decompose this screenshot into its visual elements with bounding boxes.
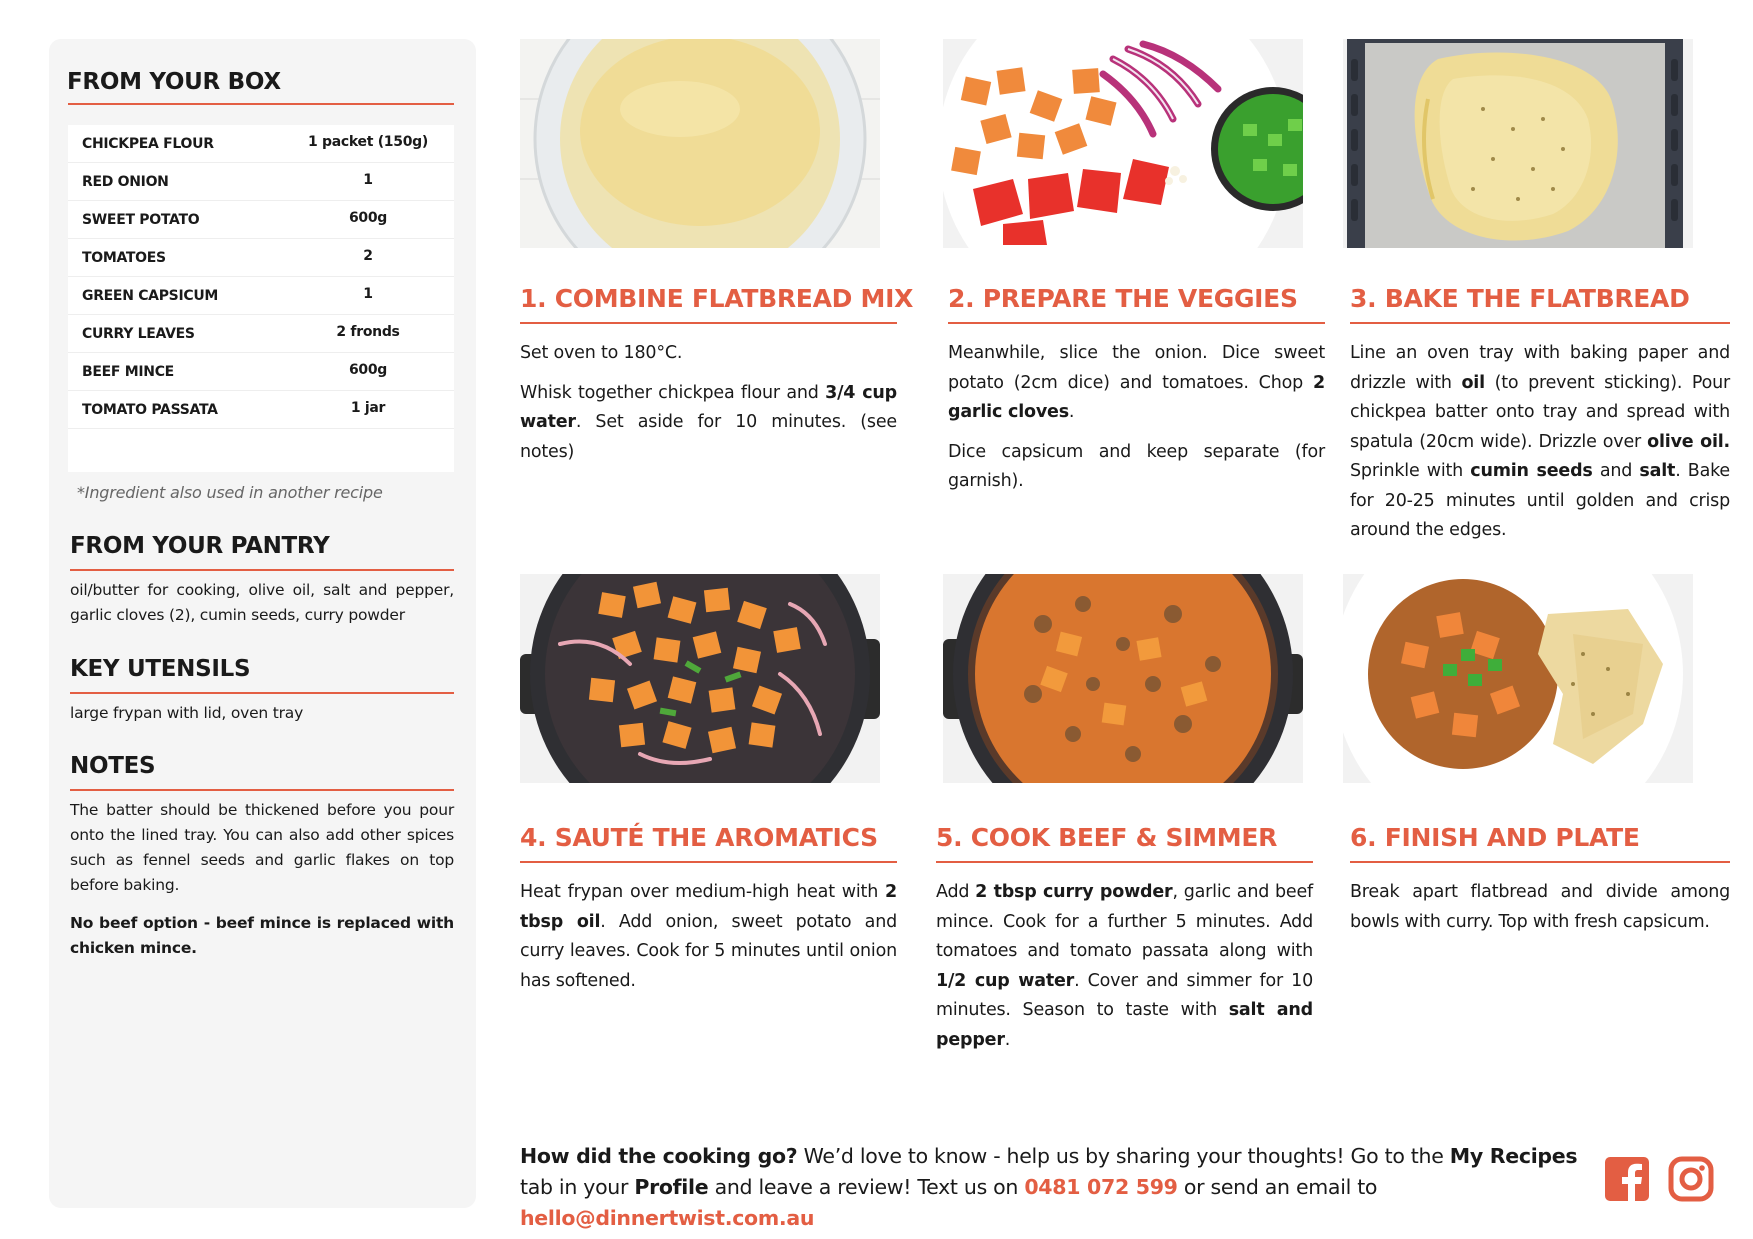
step-2-text bbox=[948, 339, 1325, 497]
step-1-photo bbox=[520, 39, 880, 248]
step-4-title: 4. SAUTÉ THE AROMATICS bbox=[520, 823, 878, 852]
step-4-para-1 bbox=[520, 878, 897, 996]
step-5-para-1 bbox=[936, 878, 1313, 1055]
step-1-para-2 bbox=[520, 379, 897, 468]
text-span: Sprinkle with bbox=[1350, 461, 1471, 481]
step-3-title: 3. BAKE THE FLATBREAD bbox=[1350, 284, 1690, 313]
step-2-rule bbox=[948, 322, 1325, 324]
ingredients-table bbox=[68, 125, 454, 472]
text-span: . Bake for 20-25 minutes until golden and crisp around the edges. bbox=[1350, 461, 1730, 540]
from-your-pantry-heading: FROM YOUR PANTRY bbox=[70, 533, 330, 559]
text-span: , garlic and beef mince. Cook for a further 5 minutes. Add tomatoes and tomato passata along with bbox=[936, 882, 1314, 961]
step-6-text bbox=[1350, 878, 1730, 937]
notes-heading: NOTES bbox=[70, 753, 156, 779]
ingredient-row bbox=[68, 201, 454, 239]
step-5-photo bbox=[943, 574, 1303, 783]
step-3-text bbox=[1350, 339, 1730, 546]
ingredient-name: SWEET POTATO bbox=[82, 212, 200, 228]
heading-rule bbox=[70, 569, 454, 571]
text-span: Line an oven tray with baking paper and drizzle with bbox=[1350, 343, 1730, 393]
text-span: . bbox=[1004, 1029, 1011, 1050]
from-your-box-heading: FROM YOUR BOX bbox=[67, 69, 281, 95]
ingredient-footnote: *Ingredient also used in another recipe bbox=[77, 483, 383, 502]
key-utensils-heading: KEY UTENSILS bbox=[70, 656, 251, 682]
utensils-text: large frypan with lid, oven tray bbox=[70, 704, 304, 722]
bold-span: 2 garlic cloves bbox=[948, 372, 1325, 422]
text-span: Whisk together chickpea flour and bbox=[520, 382, 826, 403]
step-3-photo bbox=[1343, 39, 1693, 248]
step-2-para-1 bbox=[948, 339, 1325, 428]
bold-span: 1/2 cup water bbox=[936, 970, 1075, 991]
heading-rule bbox=[70, 789, 454, 791]
step-2-title: 2. PREPARE THE VEGGIES bbox=[948, 284, 1298, 313]
pantry-text: oil/butter for cooking, olive oil, salt and pepper, garlic cloves (2), cumin seeds, curry powder bbox=[70, 581, 454, 624]
step-2-photo bbox=[943, 39, 1303, 248]
step-6-rule bbox=[1350, 861, 1730, 863]
bold-span: cumin seeds bbox=[1470, 461, 1593, 481]
ingredient-qty: 1 bbox=[363, 172, 373, 188]
bold-span: salt and pepper bbox=[936, 1000, 1313, 1050]
frypan-aromatics-image bbox=[520, 574, 880, 783]
footer-question: How did the cooking go? bbox=[520, 1144, 798, 1168]
text-span: . Cover and simmer for 10 minutes. Season to taste with bbox=[936, 970, 1313, 1020]
ingredient-row bbox=[68, 315, 454, 353]
ingredient-row bbox=[68, 125, 454, 163]
heading-rule bbox=[68, 103, 454, 105]
text-span: or send an email to bbox=[1177, 1175, 1378, 1199]
ingredient-row bbox=[68, 163, 454, 201]
step-4-text bbox=[520, 878, 897, 996]
text-span: Meanwhile, slice the onion. Dice sweet potato (2cm dice) and tomatoes. Chop bbox=[948, 343, 1325, 393]
text-span: . Add onion, sweet potato and curry leaves. Cook for 5 minutes until onion has softened. bbox=[520, 911, 897, 991]
ingredient-qty: 600g bbox=[348, 210, 388, 226]
step-6-photo bbox=[1343, 574, 1693, 783]
ingredient-name: BEEF MINCE bbox=[82, 364, 174, 380]
step-4-rule bbox=[520, 861, 897, 863]
notes-bold-text: No beef option - beef mince is replaced with chicken mince. bbox=[70, 914, 454, 957]
bold-span: 3/4 cup water bbox=[520, 382, 898, 432]
step-3-rule bbox=[1350, 322, 1730, 324]
bold-span: salt bbox=[1639, 461, 1676, 481]
ingredient-name: TOMATOES bbox=[82, 250, 166, 266]
chopped-veggies-image bbox=[943, 39, 1303, 248]
ingredient-qty: 1 packet (150g) bbox=[308, 134, 428, 150]
ingredient-qty: 600g bbox=[348, 362, 388, 378]
step-4-photo bbox=[520, 574, 880, 783]
step-5-rule bbox=[936, 861, 1313, 863]
text-span: . Set aside for 10 minutes. (see notes) bbox=[520, 412, 897, 462]
step-1-para-1: Set oven to 180°C. bbox=[520, 343, 683, 363]
step-1-rule bbox=[520, 322, 897, 324]
ingredient-name: CHICKPEA FLOUR bbox=[82, 136, 214, 152]
facebook-icon[interactable] bbox=[1604, 1156, 1650, 1202]
phone-link[interactable]: 0481 072 599 bbox=[1024, 1175, 1178, 1199]
text-span: Add bbox=[936, 882, 976, 902]
instagram-icon[interactable] bbox=[1668, 1156, 1714, 1202]
text-span: and leave a review! Text us on bbox=[708, 1175, 1025, 1199]
step-6-title: 6. FINISH AND PLATE bbox=[1350, 823, 1640, 852]
step-2-para-2: Dice capsicum and keep separate (for garnish). bbox=[948, 441, 1325, 491]
step-6-para-1: Break apart flatbread and divide among bowls with curry. Top with fresh capsicum. bbox=[1350, 882, 1730, 932]
ingredient-qty: 1 jar bbox=[350, 400, 386, 416]
step-5-title: 5. COOK BEEF & SIMMER bbox=[936, 823, 1278, 852]
finished-plate-image bbox=[1343, 574, 1693, 783]
text-span: We’d love to know - help us by sharing your thoughts! Go to the bbox=[797, 1144, 1450, 1168]
text-span: (to prevent sticking). Pour chickpea batter onto tray and spread with spatula (20cm wide). Drizzle over bbox=[1350, 372, 1730, 452]
text-span: tab in your bbox=[520, 1175, 635, 1199]
email-link[interactable]: hello@dinnertwist.com.au bbox=[520, 1206, 815, 1230]
ingredients-sidebar bbox=[49, 39, 476, 1208]
my-recipes-label: My Recipes bbox=[1449, 1144, 1578, 1168]
bold-span: olive oil. bbox=[1647, 431, 1731, 452]
ingredient-name: TOMATO PASSATA bbox=[82, 402, 218, 418]
step-5-text bbox=[936, 878, 1313, 1055]
heading-rule bbox=[70, 692, 454, 694]
flatbread-tray-image bbox=[1343, 39, 1693, 248]
text-span: Heat frypan over medium-high heat with bbox=[520, 882, 886, 902]
ingredient-name: GREEN CAPSICUM bbox=[82, 288, 219, 304]
text-span: and bbox=[1592, 461, 1640, 481]
ingredient-qty: 2 fronds bbox=[336, 324, 400, 340]
batter-bowl-image bbox=[520, 39, 880, 248]
step-3-para-1 bbox=[1350, 339, 1730, 546]
ingredient-name: RED ONION bbox=[82, 174, 169, 190]
ingredient-row bbox=[68, 239, 454, 277]
ingredient-name: CURRY LEAVES bbox=[82, 326, 195, 342]
profile-label: Profile bbox=[634, 1175, 709, 1199]
beef-simmer-image bbox=[943, 574, 1303, 783]
bold-span: oil bbox=[1461, 372, 1485, 393]
ingredient-row bbox=[68, 353, 454, 391]
ingredient-qty: 2 bbox=[363, 248, 373, 264]
bold-span: 2 tbsp curry powder bbox=[975, 882, 1173, 902]
review-footer bbox=[520, 1141, 1580, 1234]
ingredient-qty: 1 bbox=[363, 286, 373, 302]
step-1-text bbox=[520, 339, 897, 467]
text-span: . bbox=[1068, 402, 1075, 422]
step-1-title: 1. COMBINE FLATBREAD MIX bbox=[520, 284, 914, 313]
notes-text: The batter should be thickened before you pour onto the lined tray. You can also add other spices such as fennel seeds and garlic flakes on top before baking. bbox=[70, 801, 454, 894]
ingredient-row bbox=[68, 391, 454, 429]
bold-span: 2 tbsp oil bbox=[520, 882, 897, 932]
ingredient-row bbox=[68, 277, 454, 315]
